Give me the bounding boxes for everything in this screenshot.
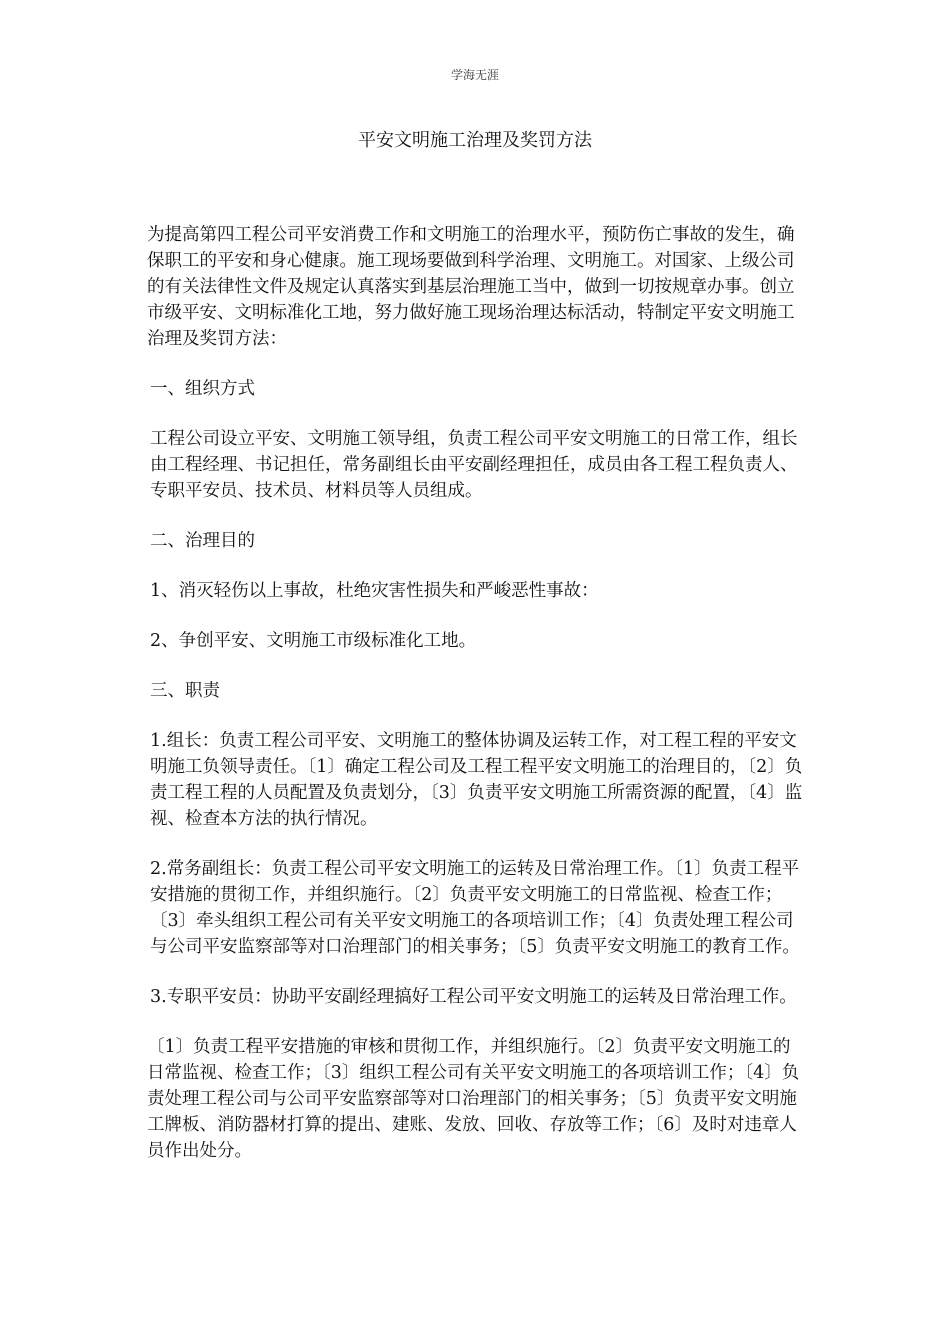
- paragraph-duty-safety-officer-details: 〔1〕负责工程平安措施的审核和贯彻工作，并组织施行。〔2〕负责平安文明施工的日常监视、检查工作；〔3〕组织工程公司有关平安文明施工的各项培训工作；〔4〕负责处理工程公司与公司平安监察部等对口治理部门的相关事务；〔5〕负责平安文明施工牌板、消防器材打算的提出、建账、发放、回收、存放等工作；〔6〕及时对违章人员作出处分。: [147, 1037, 800, 1161]
- paragraph-organization: 工程公司设立平安、文明施工领导组，负责工程公司平安文明施工的日常工作，组长由工程经理、书记担任，常务副组长由平安副经理担任，成员由各工程工程负责人、专职平安员、技术员、材料员等人员组成。: [150, 429, 798, 501]
- section-heading-organization: 一、组织方式: [150, 379, 255, 399]
- paragraph-goal-2: 2、争创平安、文明施工市级标准化工地。: [150, 631, 477, 651]
- document-title: 平安文明施工治理及奖罚方法: [358, 130, 592, 151]
- section-heading-goals: 二、治理目的: [150, 531, 255, 551]
- paragraph-goal-1: 1、消灭轻伤以上事故，杜绝灾害性损失和严峻恶性事故：: [150, 581, 599, 601]
- page-header: 学海无涯: [450, 68, 499, 82]
- paragraph-duty-leader: 1.组长：负责工程公司平安、文明施工的整体协调及运转工作，对工程工程的平安文明施工负领导责任。〔1〕确定工程公司及工程工程平安文明施工的治理目的，〔2〕负责工程工程的人员配置及负责划分，〔3〕负责平安文明施工所需资源的配置，〔4〕监视、检查本方法的执行情况。: [150, 731, 803, 829]
- paragraph-duty-safety-officer: 3.专职平安员：协助平安副经理搞好工程公司平安文明施工的运转及日常治理工作。: [150, 987, 797, 1007]
- paragraph-duty-deputy: 2.常务副组长：负责工程公司平安文明施工的运转及日常治理工作。〔1〕负责工程平安措施的贯彻工作，并组织施行。〔2〕负责平安文明施工的日常监视、检查工作；〔3〕牵头组织工程公司有关平安文明施工的各项培训工作；〔4〕负责处理工程公司与公司平安监察部等对口治理部门的相关事务；〔5〕负责平安文明施工的教育工作。: [150, 859, 800, 957]
- paragraph-intro: 为提高第四工程公司平安消费工作和文明施工的治理水平，预防伤亡事故的发生，确保职工的平安和身心健康。施工现场要做到科学治理、文明施工。对国家、上级公司的有关法律性文件及规定认真落实到基层治理施工当中，做到一切按规章办事。创立市级平安、文明标准化工地，努力做好施工现场治理达标活动，特制定平安文明施工治理及奖罚方法：: [147, 225, 795, 349]
- document-body: [147, 222, 805, 1188]
- section-heading-duties: 三、职责: [150, 681, 220, 701]
